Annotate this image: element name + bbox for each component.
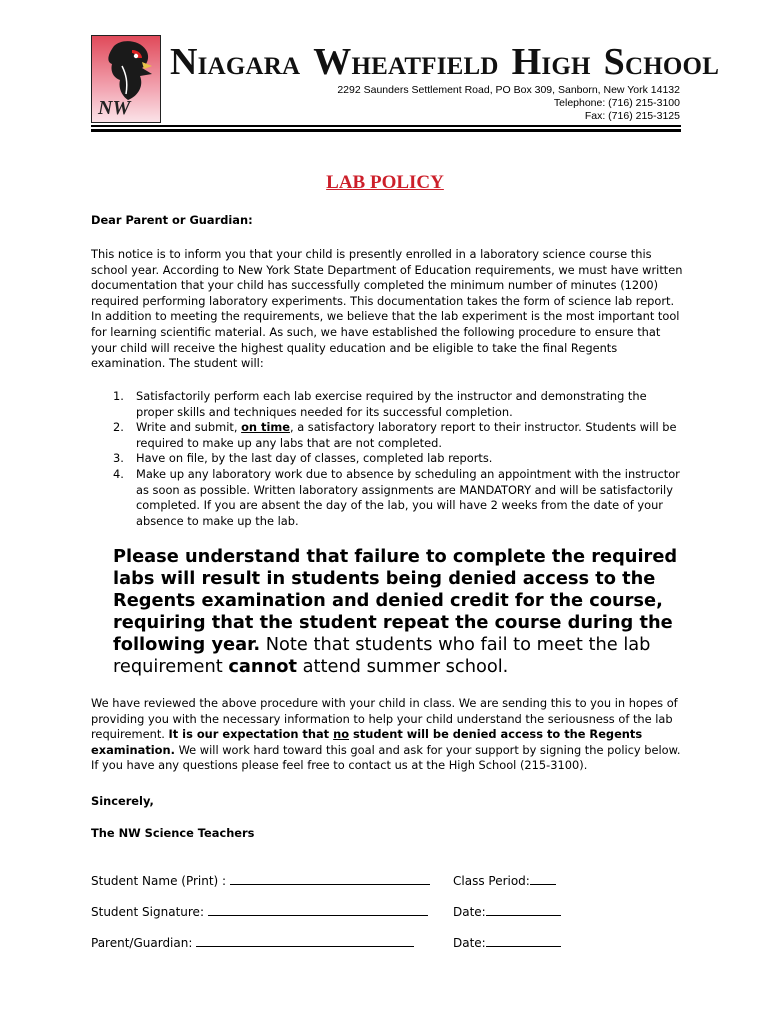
student-name-line[interactable] <box>230 872 430 885</box>
expectation-post: student will be denied access to the Regents examination. <box>91 727 643 757</box>
requirements-list <box>91 389 685 529</box>
warning-bold-text: Please understand that failure to complete the required labs will result in students being denied access to the Regents examination and denied credit for the course, requiring that the student repeat the course during the following year. <box>113 546 678 655</box>
warning-normal-text: Note that students who fail to meet the lab requirement <box>113 634 651 677</box>
student-signature-line[interactable] <box>208 903 428 916</box>
list-number: 2. <box>113 420 124 435</box>
parent-guardian-line[interactable] <box>196 934 414 947</box>
header-divider-thin <box>91 125 681 127</box>
expectation-pre: It is our expectation that <box>168 727 334 742</box>
student-signature-row <box>91 903 428 919</box>
date-label-1: Date: <box>453 905 486 919</box>
school-address: 2292 Saunders Settlement Road, PO Box 309, Sanborn, New York 14132 <box>337 84 680 96</box>
list-text-post: , a satisfactory laboratory report to their instructor. Students will be required to make up any labs that are not completed. <box>136 420 677 450</box>
expectation-no: no <box>333 727 350 742</box>
class-period-line[interactable] <box>530 872 556 885</box>
date-row-1 <box>453 903 561 919</box>
school-name-initial: W <box>313 41 352 83</box>
school-name-word <box>512 40 591 84</box>
school-name-initial: S <box>603 41 625 83</box>
closing-paragraph <box>91 696 685 774</box>
school-name-rest: CHOOL <box>625 53 720 80</box>
warning-normal-text-end: attend summer school. <box>296 656 509 677</box>
school-fax: Fax: (716) 215-3125 <box>584 110 680 122</box>
parent-guardian-label: Parent/Guardian: <box>91 936 193 950</box>
warning-notice <box>113 546 693 678</box>
list-number: 3. <box>113 451 124 466</box>
warning-cannot: cannot <box>228 656 297 677</box>
list-item <box>91 467 685 529</box>
student-name-label: Student Name (Print) : <box>91 874 227 888</box>
greeting: Dear Parent or Guardian: <box>91 213 253 227</box>
school-name-initial: N <box>170 41 198 83</box>
closing-text-2: We will work hard toward this goal and ask for your support by signing the policy below. If you have any questions please feel free to contact us at the High School (215-3100). <box>91 742 681 773</box>
date-label-2: Date: <box>453 936 486 950</box>
school-name-rest: IAGARA <box>197 53 301 80</box>
school-contact-block <box>337 84 680 123</box>
list-number: 1. <box>113 389 124 403</box>
logo-monogram: NW <box>98 97 131 119</box>
list-text: Have on file, by the last day of classes, completed lab reports. <box>136 451 493 466</box>
sincerely: Sincerely, <box>91 794 154 808</box>
list-text-pre: Write and submit, <box>136 420 242 435</box>
school-telephone: Telephone: (716) 215-3100 <box>553 97 680 109</box>
date-line-1[interactable] <box>486 903 561 916</box>
student-name-row <box>91 872 430 888</box>
school-name-rest: HEATFIELD <box>351 53 499 80</box>
school-name-initial: H <box>511 41 542 83</box>
intro-paragraph: This notice is to inform you that your child is presently enrolled in a laboratory science course this school year. According to New York State Department of Education requirements, we must have written documentation that your child has successfully completed the minimum number of minutes (1200) required performing laboratory experiments. This documentation takes the form of science lab report. In addition to meeting the requirements, we believe that the lab experiment is the most important tool for learning scientific material. As such, we have established the following procedure to ensure that your child will receive the highest quality education and be eligible to take the final Regents examination. The student will: <box>91 247 683 371</box>
school-name-rest: IGH <box>541 53 591 80</box>
date-line-2[interactable] <box>486 934 561 947</box>
class-period-label: Class Period: <box>453 874 530 888</box>
student-signature-label: Student Signature: <box>91 905 204 919</box>
list-text: Make up any laboratory work due to absence by scheduling an appointment with the instructor as soon as possible. Written laboratory assignments are MANDATORY and will be satisfactorily completed. If you are absent the day of the lab, you will have 2 weeks from the date of your absence to make up the lab. <box>136 466 680 528</box>
hawk-logo-icon <box>92 36 160 122</box>
list-item <box>91 420 685 451</box>
school-name-word <box>170 40 300 84</box>
emphasis-on-time: on time <box>241 420 290 435</box>
school-name-word <box>313 40 498 84</box>
closing-text-1: We have reviewed the above procedure with your child in class. We are sending this to you in hopes of providing you with the necessary information to help your child understand the seriousness of the lab requirement. <box>91 696 678 742</box>
list-number: 4. <box>113 466 124 481</box>
header-divider-thick <box>91 129 681 132</box>
class-period-row <box>453 872 556 888</box>
list-text: Satisfactorily perform each lab exercise required by the instructor and demonstrating the proper skills and techniques needed for its successful completion. <box>136 389 647 419</box>
date-row-2 <box>453 934 561 950</box>
list-item <box>91 389 685 420</box>
school-name <box>170 40 732 84</box>
parent-guardian-row <box>91 934 414 950</box>
document-title: LAB POLICY <box>326 172 444 193</box>
list-item <box>91 451 685 467</box>
school-name-word <box>604 40 719 84</box>
signoff-name: The NW Science Teachers <box>91 826 255 840</box>
school-logo <box>91 35 161 123</box>
